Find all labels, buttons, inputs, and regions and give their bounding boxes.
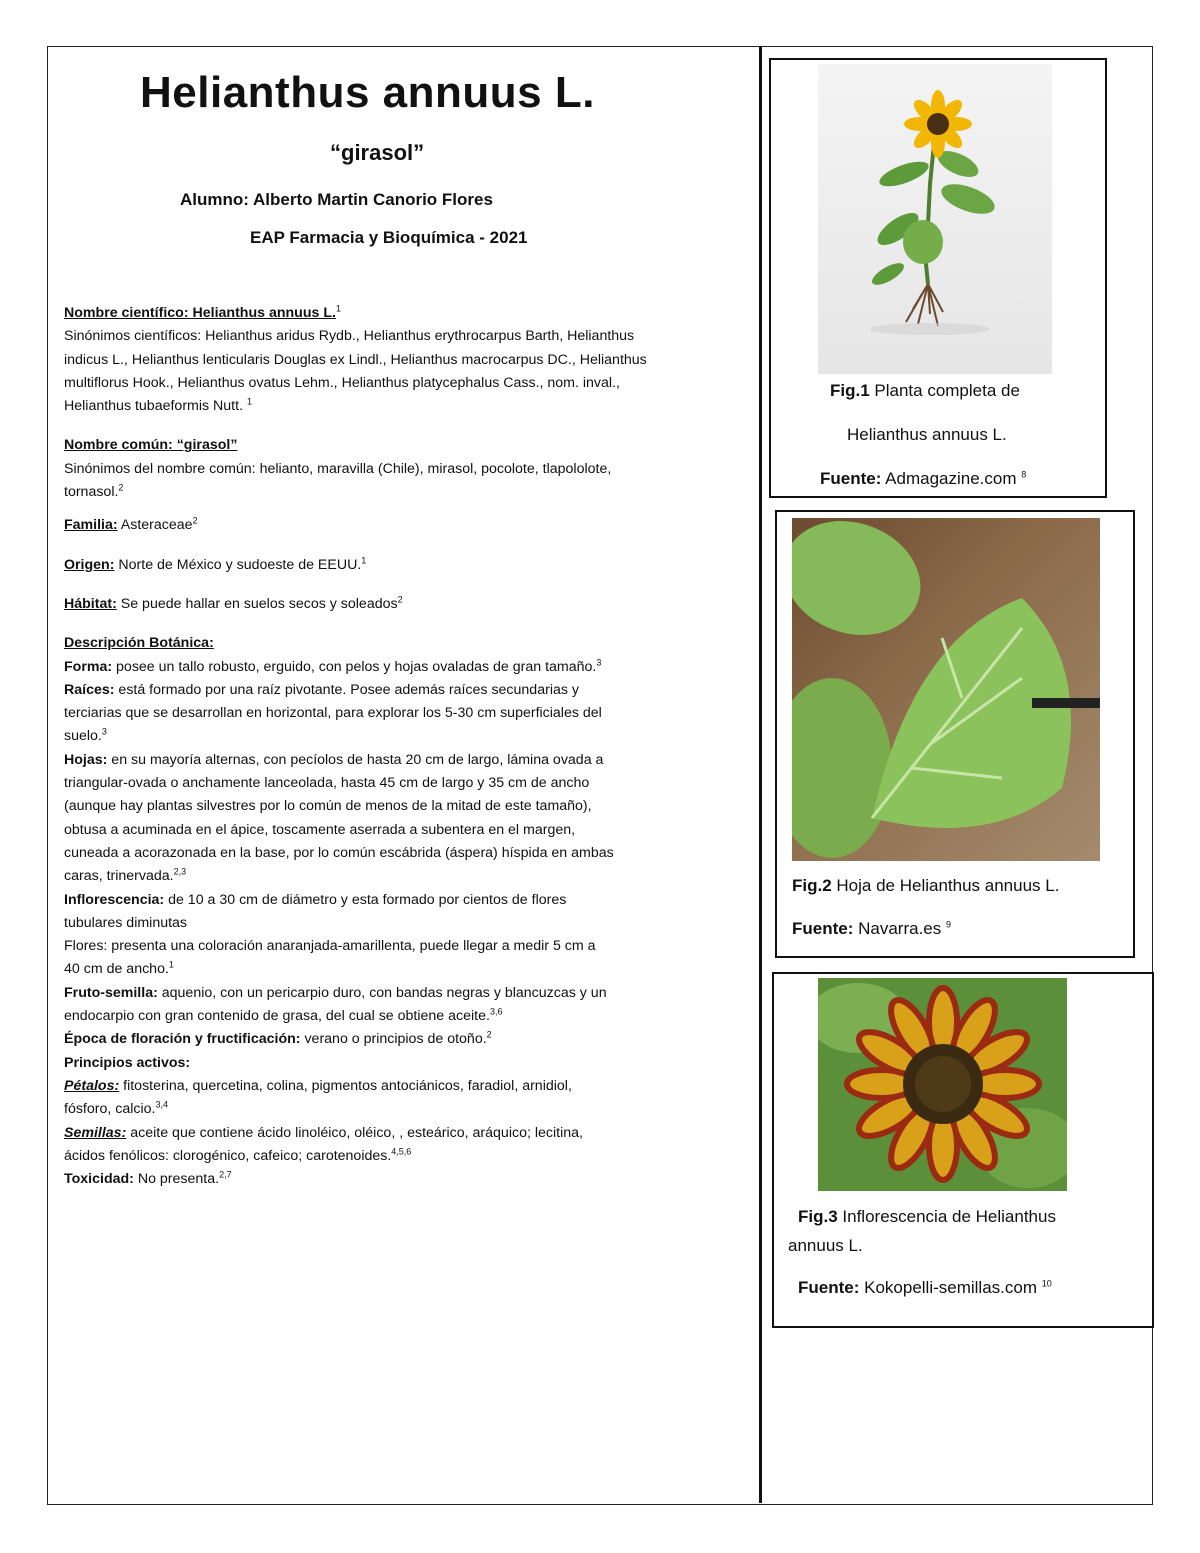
form-line: Forma: posee un tallo robusto, erguido, con pelos y hojas ovaladas de gran tamaño.$^3$ (64, 656, 602, 675)
active-principles-heading: Principios activos: (64, 1054, 191, 1071)
sunflower-head-illustration (818, 978, 1067, 1191)
figure-3-source: Fuente: Kokopelli-semillas.com $^{10}$ (798, 1278, 1052, 1297)
figure-2-caption: Fig.2 Hoja de Helianthus annuus L. (792, 876, 1060, 895)
common-name-heading: Nombre común: “girasol” (64, 437, 238, 454)
habitat-line: Hábitat: Se puede hallar en suelos secos y soleados$^2$ (64, 594, 403, 612)
figure-2-source: Fuente: Navarra.es $^9$ (792, 919, 952, 938)
fruit-line: Fruto-semilla: aquenio, con un pericarpio duro, con bandas negras y blancuzcas y un endocarpio con gran contenido de grasa, del cual se obtiene aceite.$^{3,6}$ (64, 984, 607, 1025)
figure-1-source: Fuente: Admagazine.com $^8$ (820, 469, 1027, 488)
origin-line: Origen: Norte de México y sudoeste de EEUU.$^1$ (64, 554, 367, 573)
figure-3-caption-line-2: annuus L. (788, 1236, 863, 1255)
body-text (64, 302, 734, 1191)
student-name: Alumno: Alberto Martin Canorio Flores (180, 190, 493, 209)
scientific-synonyms: Sinónimos científicos: Helianthus aridus Rydb., Helianthus erythrocarpus Barth, Helianthus indicus L., Helianthus lenticularis Douglas ex Lindl., Helianthus macrocarpus DC., Helianthus multiflorus Hook., Helianthus ovatus Lehm., Helianthus platycephalus Cass., nom. inval., Helianthus tubaeformis Nutt. $^1$ (64, 328, 647, 415)
season-line: Época de floración y fructificación: verano o principios de otoño.$^2$ (64, 1029, 492, 1048)
flowers-line: Flores: presenta una coloración anaranjada-amarillenta, puede llegar a medir 5 cm a 40 cm de ancho.$^1$ (64, 938, 596, 978)
figure-1-image (818, 64, 1052, 374)
botanical-heading: Descripción Botánica: (64, 635, 214, 652)
leaves-line: Hojas: en su mayoría alternas, con pecíolos de hasta 20 cm de largo, lámina ovada a triangular-ovada o anchamente lanceolada, hasta 45 cm de largo y 35 cm de ancho (aunque hay plantas silvestres por lo común de menos de la mitad de este tamaño), obtusa a acuminada en el ápice, toscamente aserrada a subentera en el margen, cuneada a acorazonada en la base, por lo común escábrida (áspera) híspida en ambas caras, trinervada.$^{2,3}$ (64, 751, 614, 885)
roots-line: Raíces: está formado por una raíz pivotante. Posee además raíces secundarias y terciarias que se desarrollan en horizontal, para explorar los 5-30 cm superficiales del suelo.$^3$ (64, 681, 602, 745)
inflorescence-line: Inflorescencia: de 10 a 30 cm de diámetro y esta formado por cientos de flores tubulares diminutas (64, 891, 567, 931)
page-subtitle: “girasol” (330, 140, 425, 165)
toxicity-line: Toxicidad: No presenta.$^{2,7}$ (64, 1169, 232, 1188)
common-synonyms: Sinónimos del nombre común: helianto, maravilla (Chile), mirasol, pocolote, tlapololote, tornasol.$^2$ (64, 460, 612, 501)
family-line: Familia: Asteraceae$^2$ (64, 515, 198, 534)
column-divider (759, 46, 762, 1503)
sunflower-plant-illustration (818, 64, 1052, 374)
page-title: Helianthus annuus L. (140, 68, 595, 117)
figure-3-image (818, 978, 1067, 1191)
school-name: EAP Farmacia y Bioquímica - 2021 (250, 228, 528, 247)
figure-2-image (792, 518, 1100, 861)
seeds-line: Semillas: aceite que contiene ácido linoléico, oléico, , esteárico, aráquico; lecitina, ácidos fenólicos: clorogénico, cafeico; carotenoides.$^{4,5,6}$ (64, 1124, 583, 1164)
scientific-name-heading: Nombre científico: Helianthus annuus L.$^1$ (64, 303, 341, 321)
leaf-illustration (792, 518, 1100, 861)
figure-1-caption-line-1: Fig.1 Planta completa de (830, 381, 1020, 400)
figure-1-caption-line-2: Helianthus annuus L. (847, 425, 1007, 444)
figure-3-caption-line-1: Fig.3 Inflorescencia de Helianthus (798, 1207, 1056, 1226)
petals-line: Pétalos: fitosterina, quercetina, colina, pigmentos antociánicos, faradiol, arnidiol, fósforo, calcio.$^{3,4}$ (64, 1077, 572, 1118)
